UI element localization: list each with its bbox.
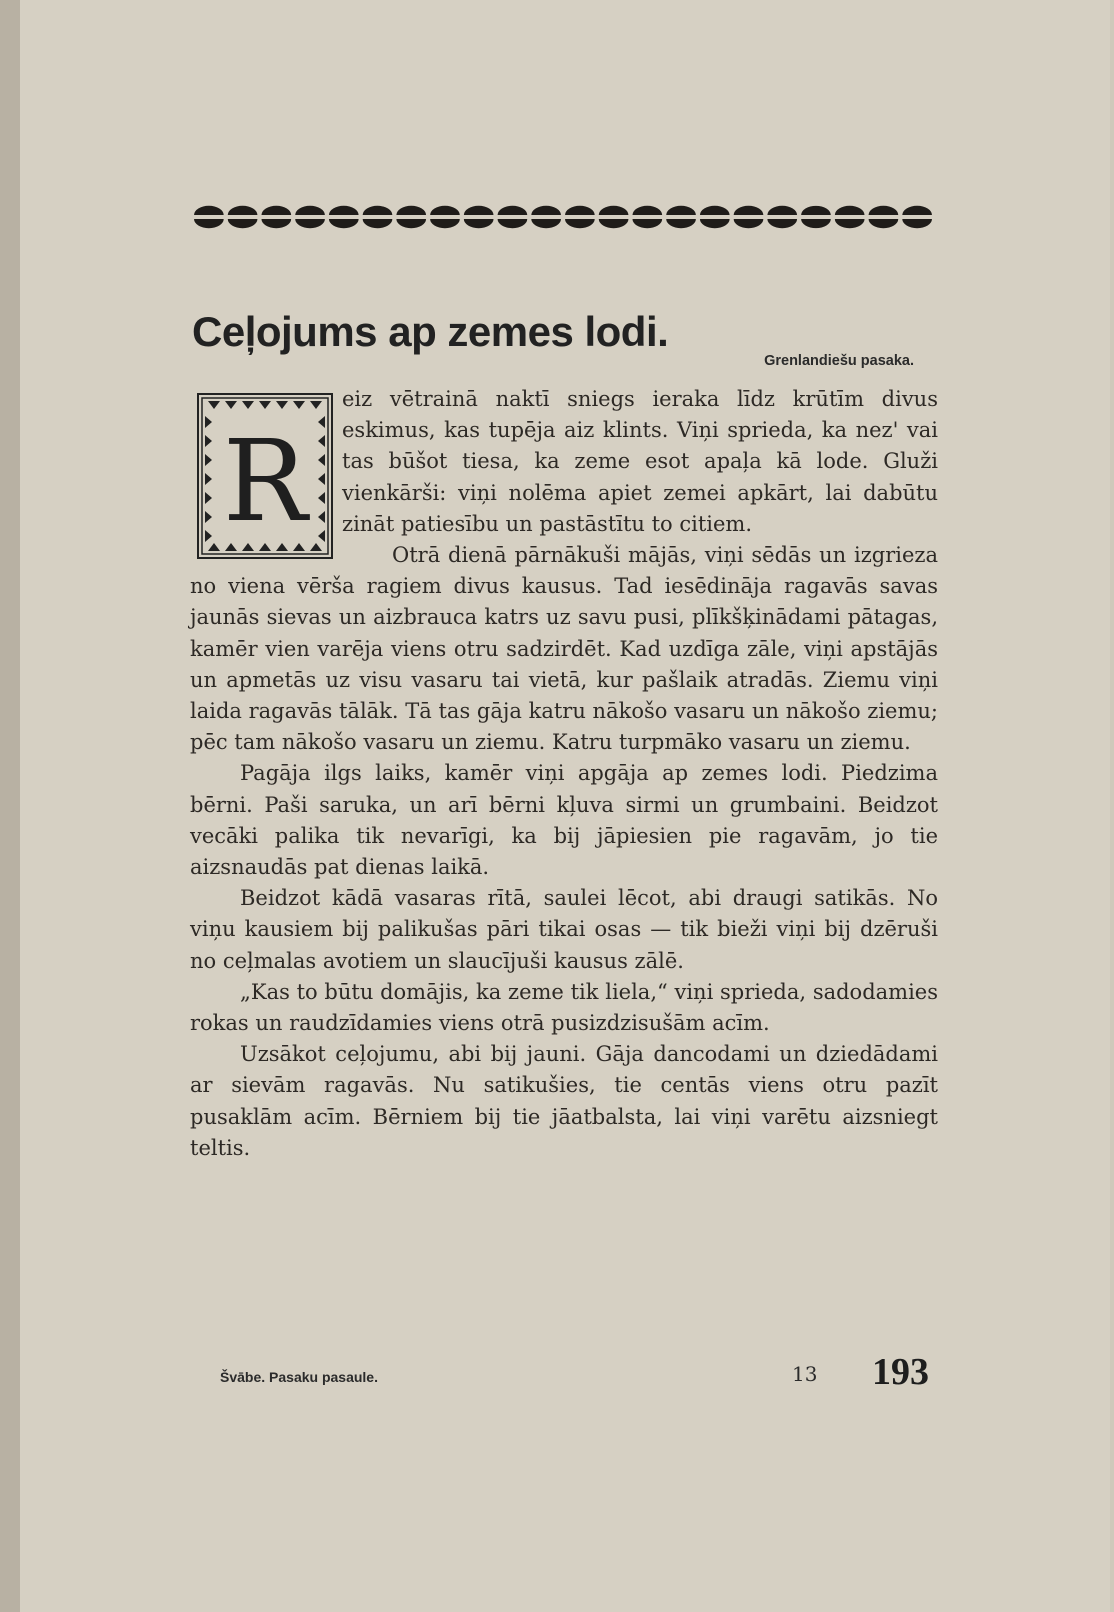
ornament-arc: [363, 219, 393, 228]
book-page: [20, 0, 1110, 1612]
ornament-arc: [632, 206, 662, 215]
ornament-arc: [464, 219, 494, 228]
ornament-arc: [767, 219, 797, 228]
ornament-arc: [498, 206, 528, 215]
page-number: 193: [872, 1351, 929, 1393]
ornament-arc: [261, 206, 291, 215]
ornament-arc: [498, 219, 528, 228]
ornament-arc: [801, 219, 831, 228]
story-text: [190, 384, 938, 1164]
ornament-arc: [329, 219, 359, 228]
footer-source: Švābe. Pasaku pasaule.: [220, 1369, 378, 1385]
ornament-arc: [666, 219, 696, 228]
ornament-arc: [228, 219, 258, 228]
ornament-arc: [902, 206, 932, 215]
ornament-arc: [194, 206, 224, 215]
ornament-arc: [228, 206, 258, 215]
ornament-arc: [835, 206, 865, 215]
page-binding-edge: [0, 0, 21, 1612]
paragraph: „Kas to būtu domājis, ka zeme tik liela,“ viņi sprieda, sadodamies rokas un raudzīdamies viens otrā pusizdzisušām acīm.: [190, 979, 938, 1036]
paragraph: Uzsākot ceļojumu, abi bij jauni. Gāja dancodami un dziedādami ar sievām ragavās. Nu satikušies, tie centās viens otru pazīt pusaklām acīm. Bērniem bij tie jāatbalsta, lai viņi varētu aizsniegt teltis.: [190, 1042, 938, 1160]
ornament-arc: [700, 206, 730, 215]
subtitle: Grenlandiešu pasaka.: [764, 353, 914, 369]
ornament-arc: [565, 219, 595, 228]
paragraph: Beidzot kādā vasaras rītā, saulei lēcot, abi draugi satikās. No viņu kausiem bij palikušas pāri tikai osas — tik bieži viņi bij dzēruši no ceļmalas avotiem un slaucījuši kausus zālē.: [190, 886, 938, 973]
ornament-arc: [835, 219, 865, 228]
ornament-arc: [261, 219, 291, 228]
ornament-arc: [295, 206, 325, 215]
ornament-arc: [734, 219, 764, 228]
ornament-arc: [869, 219, 899, 228]
ornament-arc: [430, 219, 460, 228]
paragraph: Otrā dienā pārnākuši mājās, viņi sēdās un izgrieza no viena vērša ragiem divus kausus. Tad iesēdināja ragavās savas jaunās sievas un aizbrauca katrs uz savu pusi, plīkšķinādami pātagas, kamēr vien varēja viens otru sadzirdēt. Kad uzdīga zāle, viņi apstājās un apmetās uz visu vasaru tai vietā, kur pašlaik atradās. Ziemu viņi laida ragavās tālāk. Tā tas gāja katru nākošo vasaru un nākošo ziemu; pēc tam nākošo vasaru un ziemu. Katru turpmāko vasaru un ziemu.: [190, 543, 938, 755]
ornament-arc: [396, 206, 426, 215]
ornament-arc: [666, 206, 696, 215]
dropcap-letter: R: [222, 417, 308, 547]
paragraph: eiz vētrainā naktī sniegs ieraka līdz krūtīm divus eskimus, kas tupēja aiz klints. Viņi sprieda, ka nez' vai tas būšot tiesa, ka zeme esot apaļa kā lode. Gluži vienkārši: viņi nolēma apiet zemei apkārt, lai dabūtu zināt patiesību un pastāstītu to citiem.: [342, 387, 938, 536]
ornament-arc: [396, 219, 426, 228]
page-title: Ceļojums ap zemes lodi.: [192, 308, 669, 355]
ornament-arc: [295, 219, 325, 228]
ornament-arc: [632, 219, 662, 228]
ornament-arc: [464, 206, 494, 215]
ornament-arc: [329, 206, 359, 215]
footer-signature: 13: [792, 1362, 818, 1386]
ornament-arc: [902, 219, 932, 228]
ornament-arc: [599, 206, 629, 215]
ornament-arc: [801, 206, 831, 215]
ornament-arc: [734, 206, 764, 215]
ornament-arc: [531, 219, 561, 228]
ornament-band: [192, 200, 934, 234]
ornament-arc: [700, 219, 730, 228]
ornament-arc: [565, 206, 595, 215]
ornament-arc: [363, 206, 393, 215]
ornament-arc: [430, 206, 460, 215]
paragraph: Pagāja ilgs laiks, kamēr viņi apgāja ap zemes lodi. Piedzima bērni. Paši saruka, un arī bērni kļuva sirmi un grumbaini. Beidzot vecāki palika tik nevarīgi, ka bij jāpiesien pie ragavām, jo tie aizsnaudās pat dienas laikā.: [190, 761, 938, 880]
ornament-arc: [767, 206, 797, 215]
ornament-arc: [531, 206, 561, 215]
ornament-arc: [194, 219, 224, 228]
ornament-arc: [599, 219, 629, 228]
ornament-arc: [869, 206, 899, 215]
